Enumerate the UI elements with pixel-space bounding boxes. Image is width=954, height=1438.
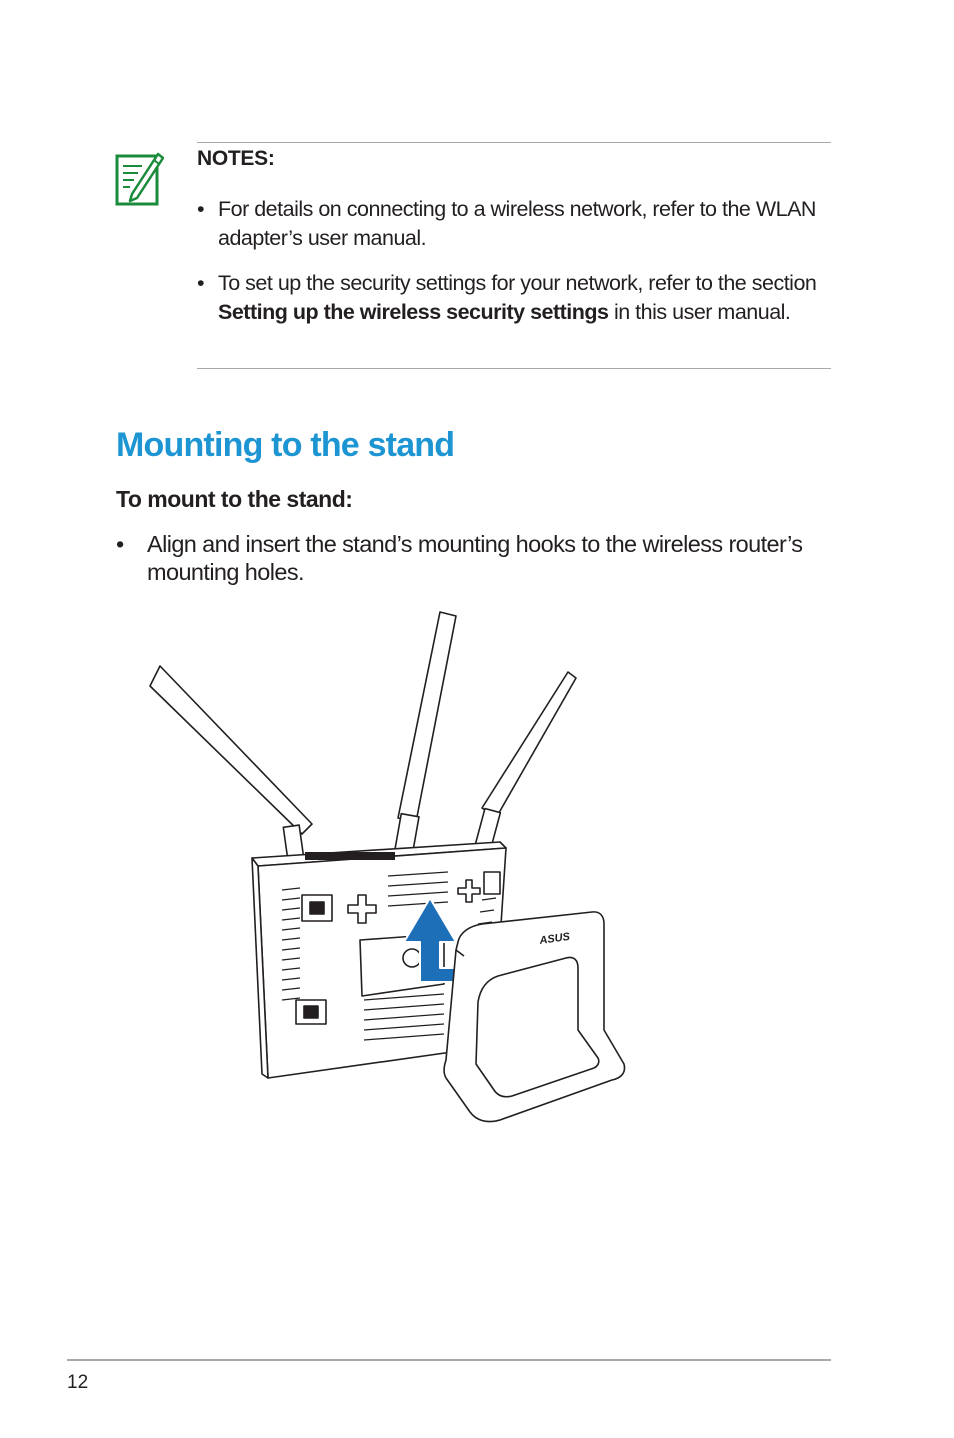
step-text: Align and insert the stand’s mounting hooks to the wireless router’s mounting holes. bbox=[147, 531, 803, 585]
note-text: For details on connecting to a wireless network, refer to the WLAN adapter’s user manual. bbox=[218, 197, 816, 250]
procedure-heading: To mount to the stand: bbox=[116, 486, 353, 512]
note-pencil-icon bbox=[114, 150, 164, 208]
asus-logo: ASUS bbox=[538, 930, 571, 947]
antenna-right bbox=[476, 672, 576, 847]
notes-title: NOTES: bbox=[197, 147, 275, 170]
page-number: 12 bbox=[67, 1372, 89, 1393]
step-item bbox=[116, 530, 816, 586]
router-stand bbox=[444, 912, 624, 1122]
note-text-before: To set up the security settings for your network, refer to the section bbox=[218, 271, 817, 295]
bullet: • bbox=[197, 197, 205, 221]
note-text-after: in this user manual. bbox=[608, 300, 791, 324]
footer-rule bbox=[67, 1359, 831, 1361]
notes-top-rule bbox=[197, 142, 831, 143]
router-stand-illustration bbox=[140, 605, 640, 1130]
note-item bbox=[197, 269, 837, 327]
note-item bbox=[197, 195, 837, 253]
bullet: • bbox=[197, 271, 205, 295]
bullet: • bbox=[116, 531, 124, 557]
antenna-left bbox=[150, 666, 312, 867]
section-title: Mounting to the stand bbox=[116, 426, 455, 464]
notes-list bbox=[197, 195, 837, 343]
section-reference: Setting up the wireless security settings bbox=[218, 300, 609, 324]
antenna-middle bbox=[395, 612, 456, 852]
steps-list bbox=[116, 530, 816, 586]
notes-bottom-rule bbox=[197, 368, 831, 369]
